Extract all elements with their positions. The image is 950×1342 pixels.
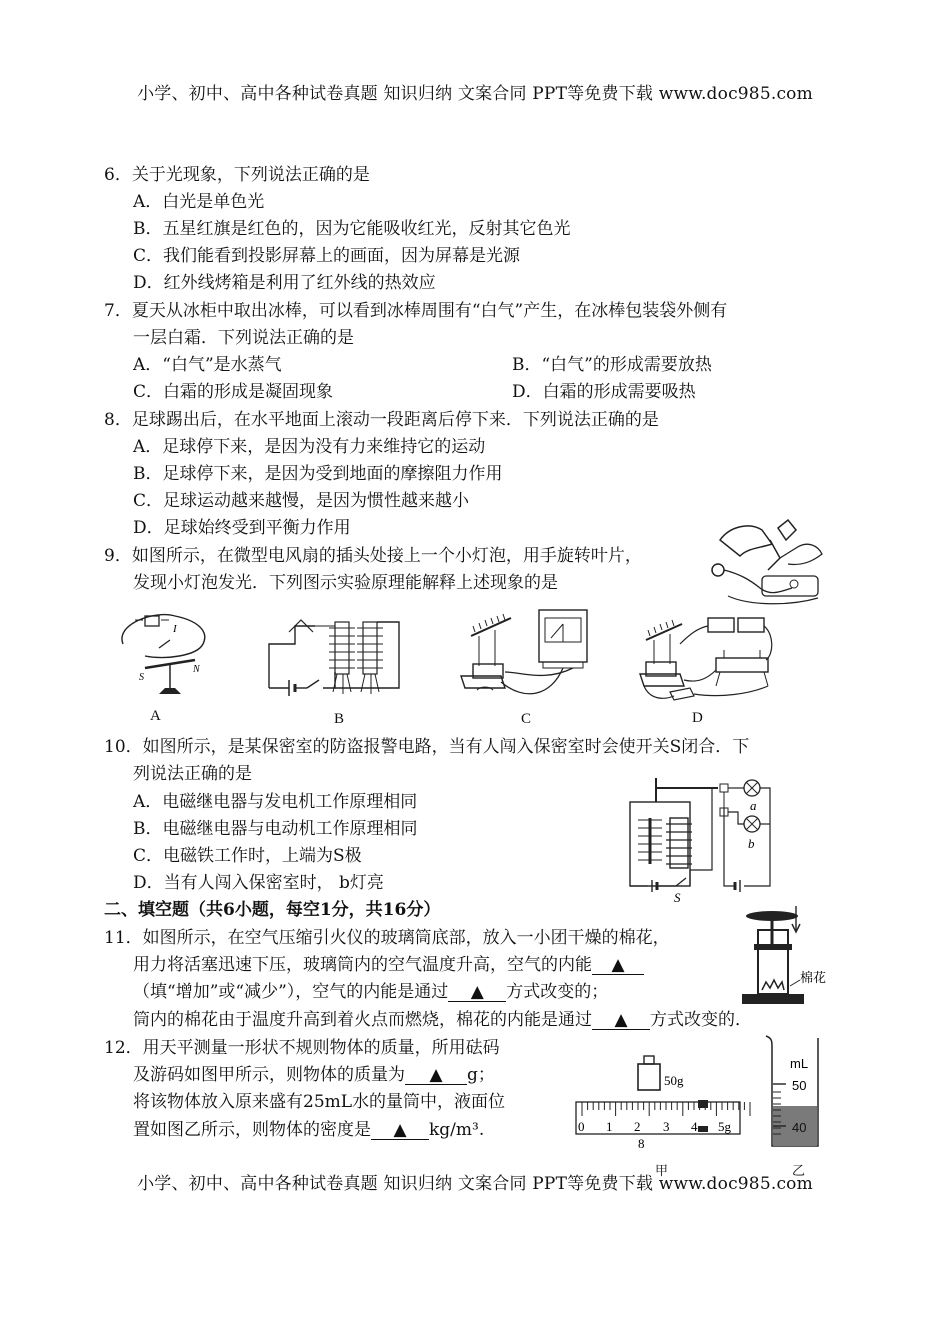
q9-fig-a-s-label: S (139, 672, 144, 683)
q8-option-a: A．足球停下来，是因为没有力来维持它的运动 (133, 437, 486, 457)
q10-alarm-circuit (628, 768, 778, 905)
q9-label-a: A (150, 708, 161, 724)
q12-caption-jia: 甲 (655, 1163, 669, 1178)
q12-scale-tick-4: 4 (691, 1119, 698, 1134)
q9-figure-a (115, 604, 215, 704)
q9-label-c: C (521, 711, 532, 727)
q6-option-b: B．五星红旗是红色的，因为它能吸收红光，反射其它色光 (133, 219, 571, 239)
q12-scale-tick-5: 5g (718, 1119, 731, 1134)
q9-figure-b (265, 612, 405, 698)
q12-cylinder-40: 40 (792, 1120, 807, 1135)
q7-option-c: C．白霜的形成是凝固现象 (133, 382, 334, 402)
q10-option-c: C．电磁铁工作时，上端为S极 (133, 846, 362, 866)
q10-option-d: D．当有人闯入保密室时， b灯亮 (133, 873, 384, 893)
q10-stem-1: 10．如图所示，是某保密室的防盗报警电路，当有人闯入保密室时会使开关S闭合．下 (104, 737, 750, 757)
section-2-title: 二、填空题（共6小题，每空1分，共16分） (104, 900, 441, 920)
q8-stem: 8．足球踢出后，在水平地面上滚动一段距离后停下来．下列说法正确的是 (104, 410, 659, 430)
q10-stem-2: 列说法正确的是 (133, 764, 252, 784)
q12-weight-label: 50g (664, 1073, 684, 1088)
q12-scale-tick-0: 0 (578, 1119, 585, 1134)
q12-cylinder-unit: mL (790, 1056, 809, 1071)
q12-cylinder-50: 50 (792, 1078, 807, 1093)
q12-blank-1[interactable]: ▲ (405, 1066, 467, 1085)
q12-scale-sub-label: 8 (638, 1136, 645, 1151)
page-footer: 小学、初中、高中各种试卷真题 知识归纳 文案合同 PPT等免费下载 www.doc985.com (137, 1174, 813, 1194)
q12-blank-2[interactable]: ▲ (371, 1121, 429, 1140)
q8-option-c: C．足球运动越来越慢，是因为惯性越来越小 (133, 491, 470, 511)
q9-figure-c (455, 606, 595, 702)
q11-cotton-label: 棉花 (800, 971, 827, 986)
q9-figure-d (640, 614, 776, 706)
q12-line-3: 将该物体放入原来盛有25mL水的量筒中，液面位 (133, 1092, 506, 1112)
q11-blank-2[interactable]: ▲ (448, 983, 506, 1002)
q11-blank-3[interactable]: ▲ (592, 1011, 650, 1030)
q11-igniter-figure (738, 904, 838, 1008)
q9-fig-a-current-label: I (173, 623, 177, 635)
q10-switch-s-label: S (674, 890, 681, 905)
q10-lamp-a-label: a (750, 798, 757, 813)
q7-stem-2: 一层白霜．下列说法正确的是 (133, 328, 354, 348)
q12-line-1: 12．用天平测量一形状不规则物体的质量，所用砝码 (104, 1038, 500, 1058)
q12-line-2: 及游码如图甲所示，则物体的质量为 ▲ g； (133, 1065, 495, 1085)
q9-label-d: D (692, 710, 703, 726)
q11-line-3: （填“增加”或“减少”），空气的内能是通过 ▲ 方式改变的； (133, 982, 609, 1002)
q10-lamp-b-label: b (748, 836, 755, 851)
q10-option-a: A．电磁继电器与发电机工作原理相同 (133, 792, 418, 812)
q7-stem-1: 7．夏天从冰柜中取出冰棒，可以看到冰棒周围有“白气”产生，在冰棒包装袋外侧有 (104, 301, 728, 321)
q6-option-a: A．白光是单色光 (133, 192, 265, 212)
q12-balance-figure (574, 1054, 744, 1154)
q11-line-4: 筒内的棉花由于温度升高到着火点而燃烧，棉花的内能是通过 ▲ 方式改变的． (133, 1010, 752, 1030)
q12-scale-tick-1: 1 (606, 1119, 613, 1134)
q10-option-b: B．电磁继电器与电动机工作原理相同 (133, 819, 418, 839)
q9-stem-1: 9．如图所示，在微型电风扇的插头处接上一个小灯泡，用手旋转叶片， (104, 546, 642, 566)
q9-stem-2: 发现小灯泡发光．下列图示实验原理能解释上述现象的是 (133, 573, 558, 593)
q9-label-b: B (334, 711, 345, 727)
q7-option-b: B．“白气”的形成需要放热 (512, 355, 712, 375)
q9-fan-figure (700, 518, 825, 608)
q11-line-2: 用力将活塞迅速下压，玻璃筒内的空气温度升高，空气的内能 ▲ (133, 954, 644, 976)
q12-scale-ticks (582, 1102, 750, 1116)
q8-option-d: D．足球始终受到平衡力作用 (133, 518, 351, 538)
q6-option-c: C．我们能看到投影屏幕上的画面，因为屏幕是光源 (133, 246, 521, 266)
q12-cylinder-figure (764, 1034, 824, 1152)
q12-caption-yi: 乙 (792, 1163, 806, 1178)
q9-fig-a-n-label: N (193, 664, 200, 675)
page-header: 小学、初中、高中各种试卷真题 知识归纳 文案合同 PPT等免费下载 www.doc985.com (137, 84, 813, 104)
q6-option-d: D．红外线烤箱是利用了红外线的热效应 (133, 273, 436, 293)
q12-line-4: 置如图乙所示，则物体的密度是 ▲ kg/m³. (133, 1120, 485, 1140)
q11-line-1: 11．如图所示，在空气压缩引火仪的玻璃筒底部，放入一小团干燥的棉花， (104, 928, 670, 948)
q8-option-b: B．足球停下来，是因为受到地面的摩擦阻力作用 (133, 464, 503, 484)
q11-blank-1[interactable]: ▲ (592, 956, 644, 975)
q6-stem: 6．关于光现象，下列说法正确的是 (104, 165, 370, 185)
q12-scale-tick-2: 2 (634, 1119, 641, 1134)
q7-option-a: A．“白气”是水蒸气 (133, 355, 282, 375)
q12-scale-tick-3: 3 (663, 1119, 670, 1134)
q7-option-d: D．白霜的形成需要吸热 (512, 382, 696, 402)
